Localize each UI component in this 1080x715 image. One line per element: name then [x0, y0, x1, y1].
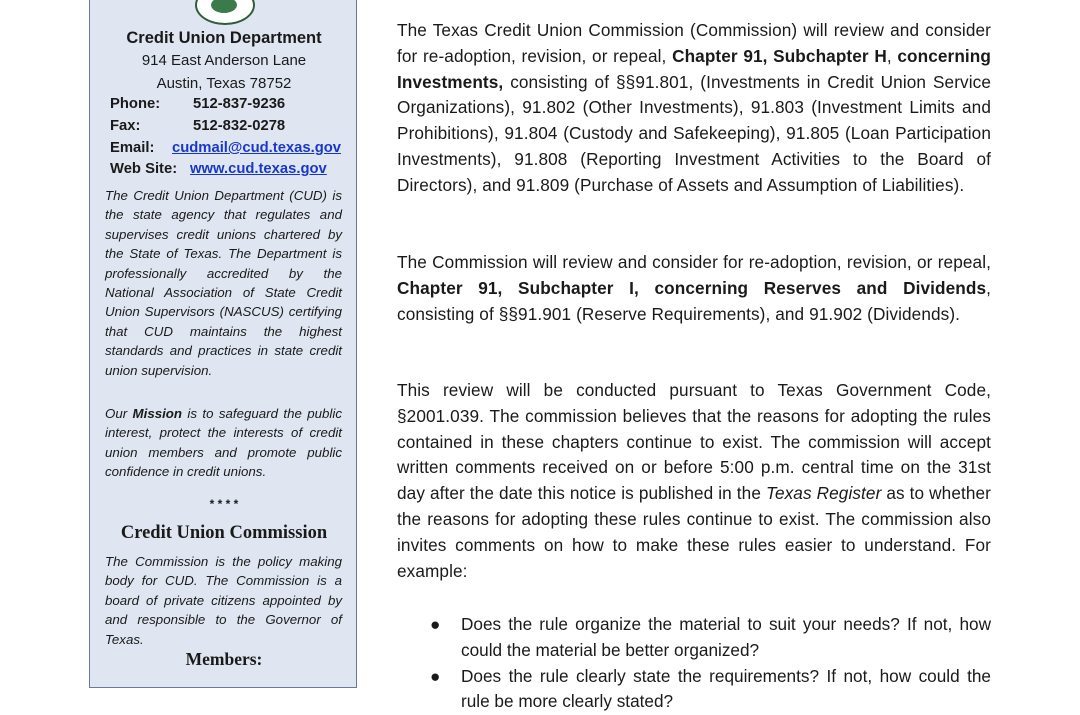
department-description: The Credit Union Department (CUD) is the state agency that regulates and supervises credit unions chartered by the State of Texas. The Department is professionally accredited by the National Association of State Credit Union Supervisors (NASCUS) certifying that CUD maintains the highest standards and practices in state credit union supervision.: [105, 188, 342, 378]
commission-description: The Commission is the policy making body for CUD. The Commission is a board of private citizens appointed by and responsible to the Governor of Texas.: [105, 554, 342, 647]
email-row: [110, 140, 342, 156]
paragraph-review: [397, 378, 991, 584]
website-link[interactable]: www.cud.texas.gov: [190, 161, 327, 177]
email-label: Email:: [110, 140, 155, 156]
fax-label: Fax:: [110, 118, 141, 134]
p3-italic-register: Texas Register: [765, 483, 882, 504]
department-title: Credit Union Department: [126, 29, 322, 47]
fax-value: 512-832-0278: [193, 118, 286, 134]
p2-text-a: The Commission will review and consider for re-adoption, revision, or repeal,: [397, 252, 991, 272]
section-separator: * * * *: [209, 497, 239, 511]
list-item: [397, 612, 991, 664]
p2-text-c: , consisting of §§91.901 (Reserve Requirements), and 91.902 (Dividends).: [397, 277, 991, 324]
bullet-text: Does the rule clearly state the requirements? If not, how could the rule be more clearly stated?: [461, 665, 991, 712]
p1-text-e: consisting of §§91.801, (Investments in Credit Union Service Organizations), 91.802 (Other Investments), 91.803 (Investment Limits and Prohibitions), 91.804 (Custody and Safekeeping), 91.805 (Loan Participation Investments), 91.808 (Reporting Investment Activities to the Board of Directors), and 91.809 (Purchase of Assets and Assumption of Liabilities).: [397, 71, 991, 195]
p3-text-c: as to whether the reasons for adopting these rules continue to exist. The commission also invites comments on how to make these rules easier to understand. For example:: [397, 483, 992, 581]
phone-row: [110, 96, 286, 112]
mission-text: is to safeguard the public interest, protect the interests of credit union members and promote public confidence in credit unions.: [105, 406, 342, 480]
website-row: [110, 161, 327, 177]
p1-text-a: The Texas Credit Union Commission (Commission) will review and consider for re-adoption, revision, or repeal,: [397, 20, 991, 66]
p3-text-a: This review will be conducted pursuant to Texas Government Code, §2001.039. The commission believes that the reasons for adopting the rules contained in these chapters continue to exist. The commission will accept written comments received on or before 5:00 p.m. central time on the 31st day after the date this notice is published in the: [397, 380, 991, 504]
email-link[interactable]: cudmail@cud.texas.gov: [172, 140, 342, 156]
members-heading: Members:: [185, 649, 263, 669]
commission-title: Credit Union Commission: [120, 523, 328, 543]
bullet-text: Does the rule organize the material to suit your needs? If not, how could the material be better organized?: [461, 614, 991, 660]
p1-bold-chapter: Chapter 91, Subchapter H: [672, 45, 887, 66]
list-item: [397, 664, 991, 715]
p1-bold-topic: concerning Investments,: [397, 45, 991, 92]
paragraph-subchapter-i: [397, 250, 991, 327]
mission-statement: [105, 404, 342, 482]
paragraph-subchapter-h: [397, 18, 991, 199]
fax-row: [110, 118, 286, 134]
address-line-1: 914 East Anderson Lane: [141, 52, 307, 69]
address-line-2: Austin, Texas 78752: [156, 75, 292, 92]
sidebar-panel: [89, 0, 357, 688]
website-label: Web Site:: [110, 161, 178, 177]
phone-value: 512-837-9236: [193, 96, 286, 112]
texas-seal-logo: [195, 0, 255, 25]
p1-text-c: ,: [886, 45, 898, 66]
bullet-icon: ●: [430, 665, 441, 686]
question-list: [397, 612, 991, 715]
mission-keyword: Mission: [132, 406, 183, 421]
mission-prefix: Our: [105, 406, 133, 421]
bullet-icon: ●: [430, 614, 441, 634]
phone-label: Phone:: [110, 96, 161, 112]
p2-bold-chapter: Chapter 91, Subchapter I, concerning Reserves and Dividends: [397, 277, 987, 298]
